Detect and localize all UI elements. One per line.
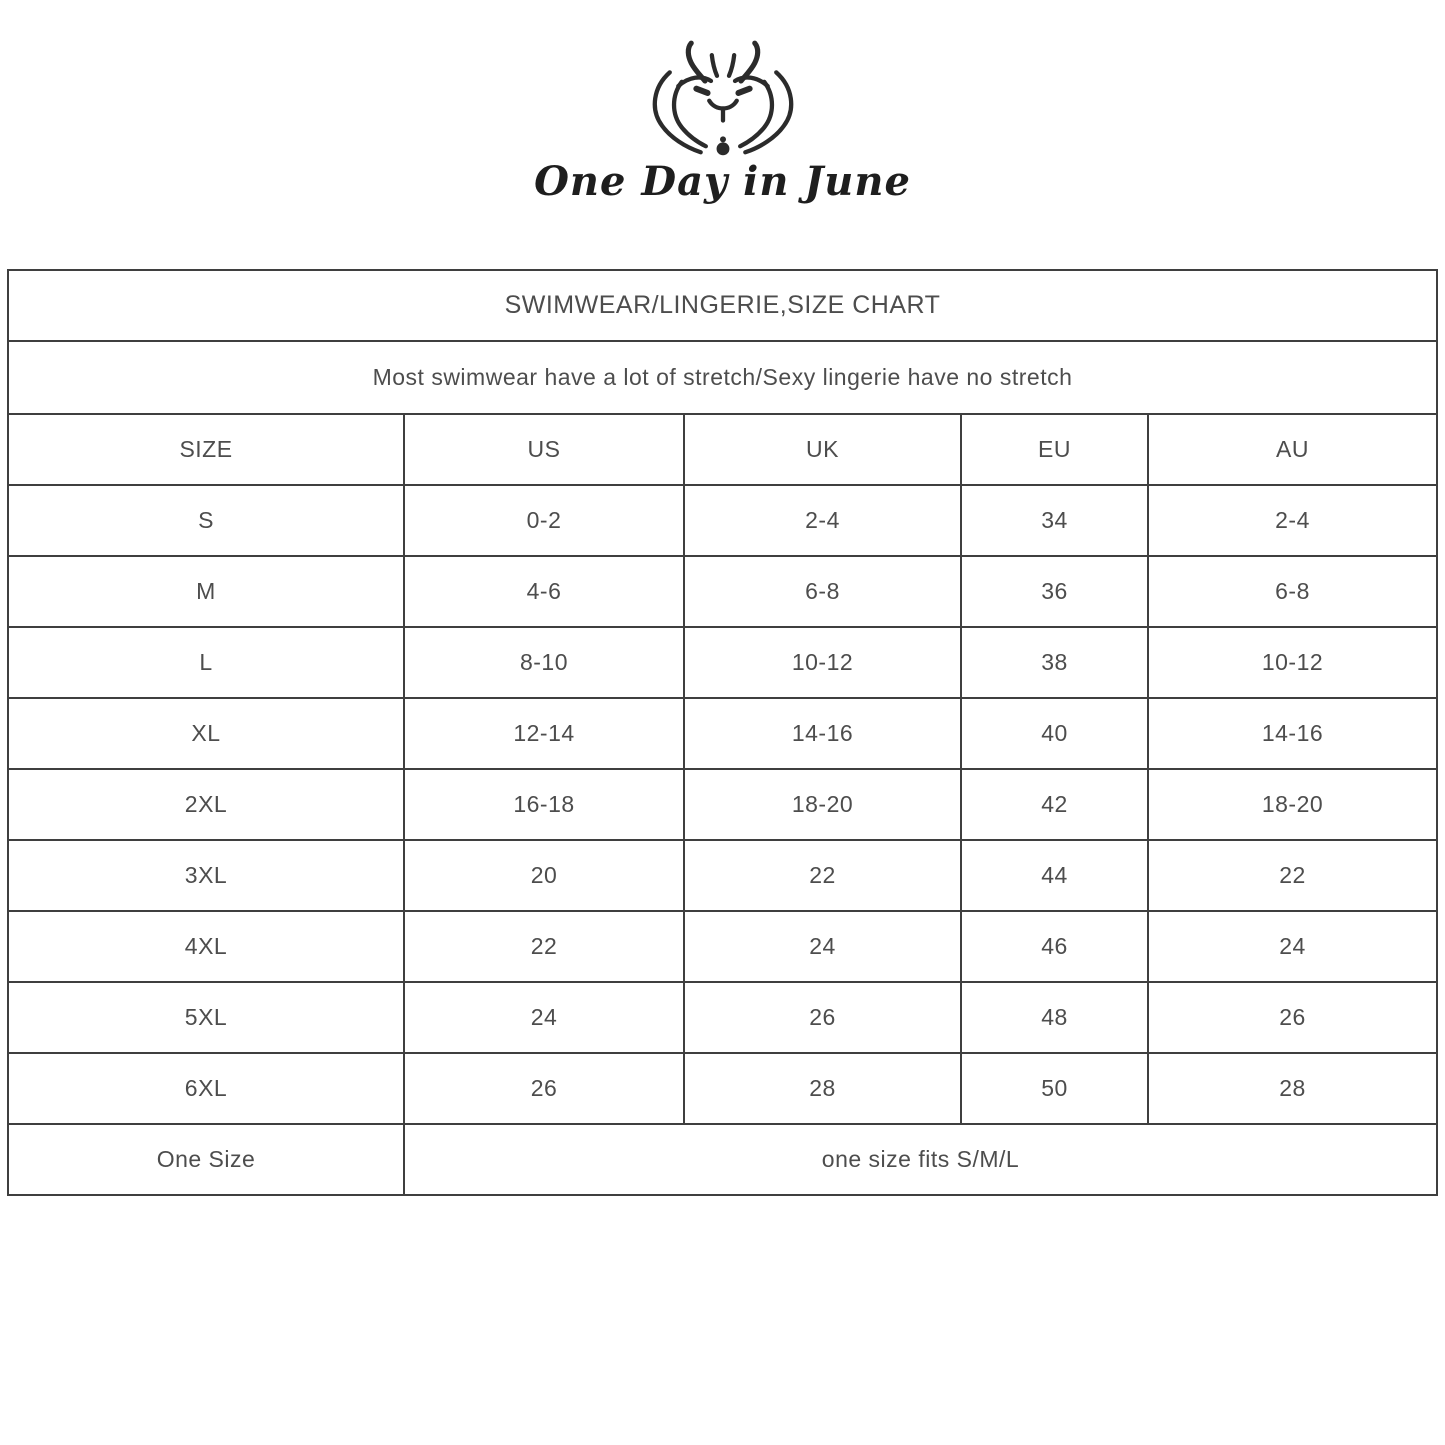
size-cell: 5XL	[8, 982, 404, 1053]
column-header-us: US	[404, 414, 684, 485]
one-size-label: One Size	[8, 1124, 404, 1195]
brand-logo	[0, 38, 1445, 205]
au-cell: 26	[1148, 982, 1437, 1053]
uk-cell: 14-16	[684, 698, 961, 769]
eu-cell: 34	[961, 485, 1148, 556]
table-row	[8, 698, 1437, 769]
us-cell: 8-10	[404, 627, 684, 698]
eu-cell: 36	[961, 556, 1148, 627]
uk-cell: 28	[684, 1053, 961, 1124]
one-size-row	[8, 1124, 1437, 1195]
size-cell: S	[8, 485, 404, 556]
column-header-size: SIZE	[8, 414, 404, 485]
table-row	[8, 556, 1437, 627]
table-row	[8, 840, 1437, 911]
au-cell: 18-20	[1148, 769, 1437, 840]
column-header-au: AU	[1148, 414, 1437, 485]
uk-cell: 18-20	[684, 769, 961, 840]
brand-name: One Day in June	[534, 158, 911, 205]
eu-cell: 44	[961, 840, 1148, 911]
size-cell: M	[8, 556, 404, 627]
us-cell: 26	[404, 1053, 684, 1124]
uk-cell: 2-4	[684, 485, 961, 556]
table-row	[8, 911, 1437, 982]
us-cell: 16-18	[404, 769, 684, 840]
eu-cell: 42	[961, 769, 1148, 840]
us-cell: 22	[404, 911, 684, 982]
au-cell: 14-16	[1148, 698, 1437, 769]
eu-cell: 38	[961, 627, 1148, 698]
table-title: SWIMWEAR/LINGERIE,SIZE CHART	[8, 270, 1437, 341]
table-header-row	[8, 414, 1437, 485]
eu-cell: 48	[961, 982, 1148, 1053]
au-cell: 6-8	[1148, 556, 1437, 627]
us-cell: 20	[404, 840, 684, 911]
au-cell: 2-4	[1148, 485, 1437, 556]
au-cell: 24	[1148, 911, 1437, 982]
table-subtitle-row	[8, 341, 1437, 414]
uk-cell: 10-12	[684, 627, 961, 698]
us-cell: 24	[404, 982, 684, 1053]
us-cell: 4-6	[404, 556, 684, 627]
eu-cell: 46	[961, 911, 1148, 982]
eu-cell: 40	[961, 698, 1148, 769]
table-row	[8, 1053, 1437, 1124]
size-cell: XL	[8, 698, 404, 769]
uk-cell: 22	[684, 840, 961, 911]
size-cell: L	[8, 627, 404, 698]
column-header-uk: UK	[684, 414, 961, 485]
us-cell: 0-2	[404, 485, 684, 556]
table-row	[8, 769, 1437, 840]
column-header-eu: EU	[961, 414, 1148, 485]
size-cell: 4XL	[8, 911, 404, 982]
table-title-row	[8, 270, 1437, 341]
table-row	[8, 982, 1437, 1053]
table-row	[8, 627, 1437, 698]
table-subtitle: Most swimwear have a lot of stretch/Sexy lingerie have no stretch	[8, 341, 1437, 414]
size-cell: 3XL	[8, 840, 404, 911]
size-cell: 6XL	[8, 1053, 404, 1124]
uk-cell: 6-8	[684, 556, 961, 627]
au-cell: 10-12	[1148, 627, 1437, 698]
au-cell: 28	[1148, 1053, 1437, 1124]
uk-cell: 26	[684, 982, 961, 1053]
one-size-value: one size fits S/M/L	[404, 1124, 1437, 1195]
size-chart-table	[7, 269, 1438, 1196]
au-cell: 22	[1148, 840, 1437, 911]
eu-cell: 50	[961, 1053, 1148, 1124]
size-cell: 2XL	[8, 769, 404, 840]
uk-cell: 24	[684, 911, 961, 982]
table-row	[8, 485, 1437, 556]
us-cell: 12-14	[404, 698, 684, 769]
tiger-face-logo	[637, 38, 809, 160]
